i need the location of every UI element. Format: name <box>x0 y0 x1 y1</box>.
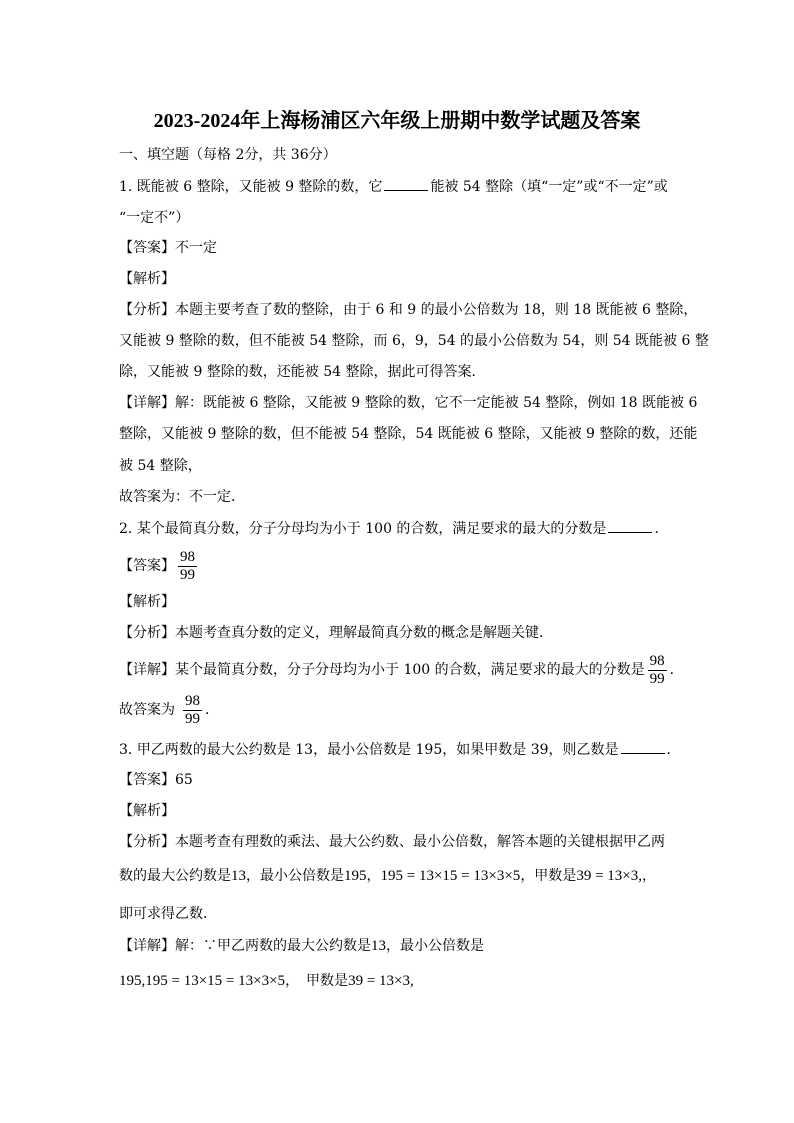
math-expression: 39 = 13×3, <box>348 973 414 989</box>
fraction: $\frac{98}{99}$ <box>649 652 665 687</box>
math-expression: 13 <box>231 868 246 884</box>
math-expression: 195 <box>344 868 367 884</box>
q3-answer: 【答案】65 <box>119 772 193 788</box>
q1-detail-line3: 被 54 整除， <box>119 458 202 474</box>
answer-blank <box>621 739 665 754</box>
section-heading: 一、填空题（每格 2分，共 36分） <box>119 147 337 163</box>
q1-conclusion: 故答案为：不一定． <box>119 489 245 505</box>
fraction: $\frac{98}{99}$ <box>180 548 195 583</box>
q1-answer: 【答案】不一定 <box>119 240 217 256</box>
q3-analysis-line3: 即可求得乙数． <box>119 906 217 922</box>
math-expression: 195,195 = 13×15 = 13×3×5 <box>119 973 286 989</box>
q1-analysis-line2: 又能被 9 整除的数，但不能被 54 整除，而 6，9，54 的最小公倍数为 54，则 54 既能被 6 整 <box>119 333 709 349</box>
q2-text: 2. 某个最简真分数，分子分母均为小于 100 的合数，满足要求的最大的分数是 ． <box>119 518 668 539</box>
q3-jiexi-label: 【解析】 <box>119 803 175 819</box>
math-expression: 195 = 13×15 = 13×3×5 <box>380 868 521 884</box>
q1-jiexi-label: 【解析】 <box>119 271 175 287</box>
q2-answer: 【答案】 $\frac{98}{99}$ <box>119 548 195 583</box>
q3-detail-line2: 195,195 = 13×15 = 13×3×5， 甲数是39 = 13×3, <box>119 973 414 989</box>
q1-text-line1: 1. 既能被 6 整除，又能被 9 整除的数，它 能被 54 整除（填“一定”或“不一定”或 <box>119 176 668 197</box>
q2-detail: 【详解】某个最简真分数，分子分母均为小于 100 的合数，满足要求的最大的分数是 $\frac{98}{99}$ ． <box>119 652 684 687</box>
q1-detail-line1: 【详解】解：既能被 6 整除，又能被 9 整除的数，它不一定能被 54 整除，例如 18 既能被 6 <box>119 395 698 411</box>
q1-analysis-line1: 【分析】本题主要考查了数的整除，由于 6 和 9 的最小公倍数为 18，则 18 既能被 6 整除， <box>119 302 698 318</box>
q2-conclusion: 故答案为 $\frac{98}{99}$ ． <box>119 692 219 727</box>
answer-blank <box>384 176 428 191</box>
q1-detail-line2: 整除，又能被 9 整除的数，但不能被 54 整除，54 既能被 6 整除，又能被 9 整除的数，还能 <box>119 426 698 442</box>
answer-blank <box>608 518 652 533</box>
q2-jiexi-label: 【解析】 <box>119 594 175 610</box>
page-title: 2023-2024年上海杨浦区六年级上册期中数学试题及答案 <box>153 110 641 132</box>
q1-text-line2: “一定不”） <box>119 210 190 226</box>
q3-analysis-line2: 数的最大公约数是13，最小公倍数是195，195 = 13×15 = 13×3×5，甲数是39 = 13×3,， <box>119 868 656 884</box>
q1-analysis-line3: 除，又能被 9 整除的数，还能被 54 整除，据此可得答案． <box>119 364 486 380</box>
fraction: $\frac{98}{99}$ <box>185 692 200 727</box>
q3-text: 3. 甲乙两数的最大公约数是 13，最小公倍数是 195，如果甲数是 39，则乙数是 ． <box>119 739 681 760</box>
q3-detail-line1: 【详解】解：∵甲乙两数的最大公约数是13，最小公倍数是 <box>119 938 484 954</box>
q3-analysis-line1: 【分析】本题考查有理数的乘法、最大公约数、最小公倍数，解答本题的关键根据甲乙两 <box>119 834 665 850</box>
math-expression: 39 = 13×3, <box>576 868 642 884</box>
q2-analysis: 【分析】本题考查真分数的定义，理解最简真分数的概念是解题关键． <box>119 625 553 641</box>
math-expression: 13 <box>371 938 386 954</box>
